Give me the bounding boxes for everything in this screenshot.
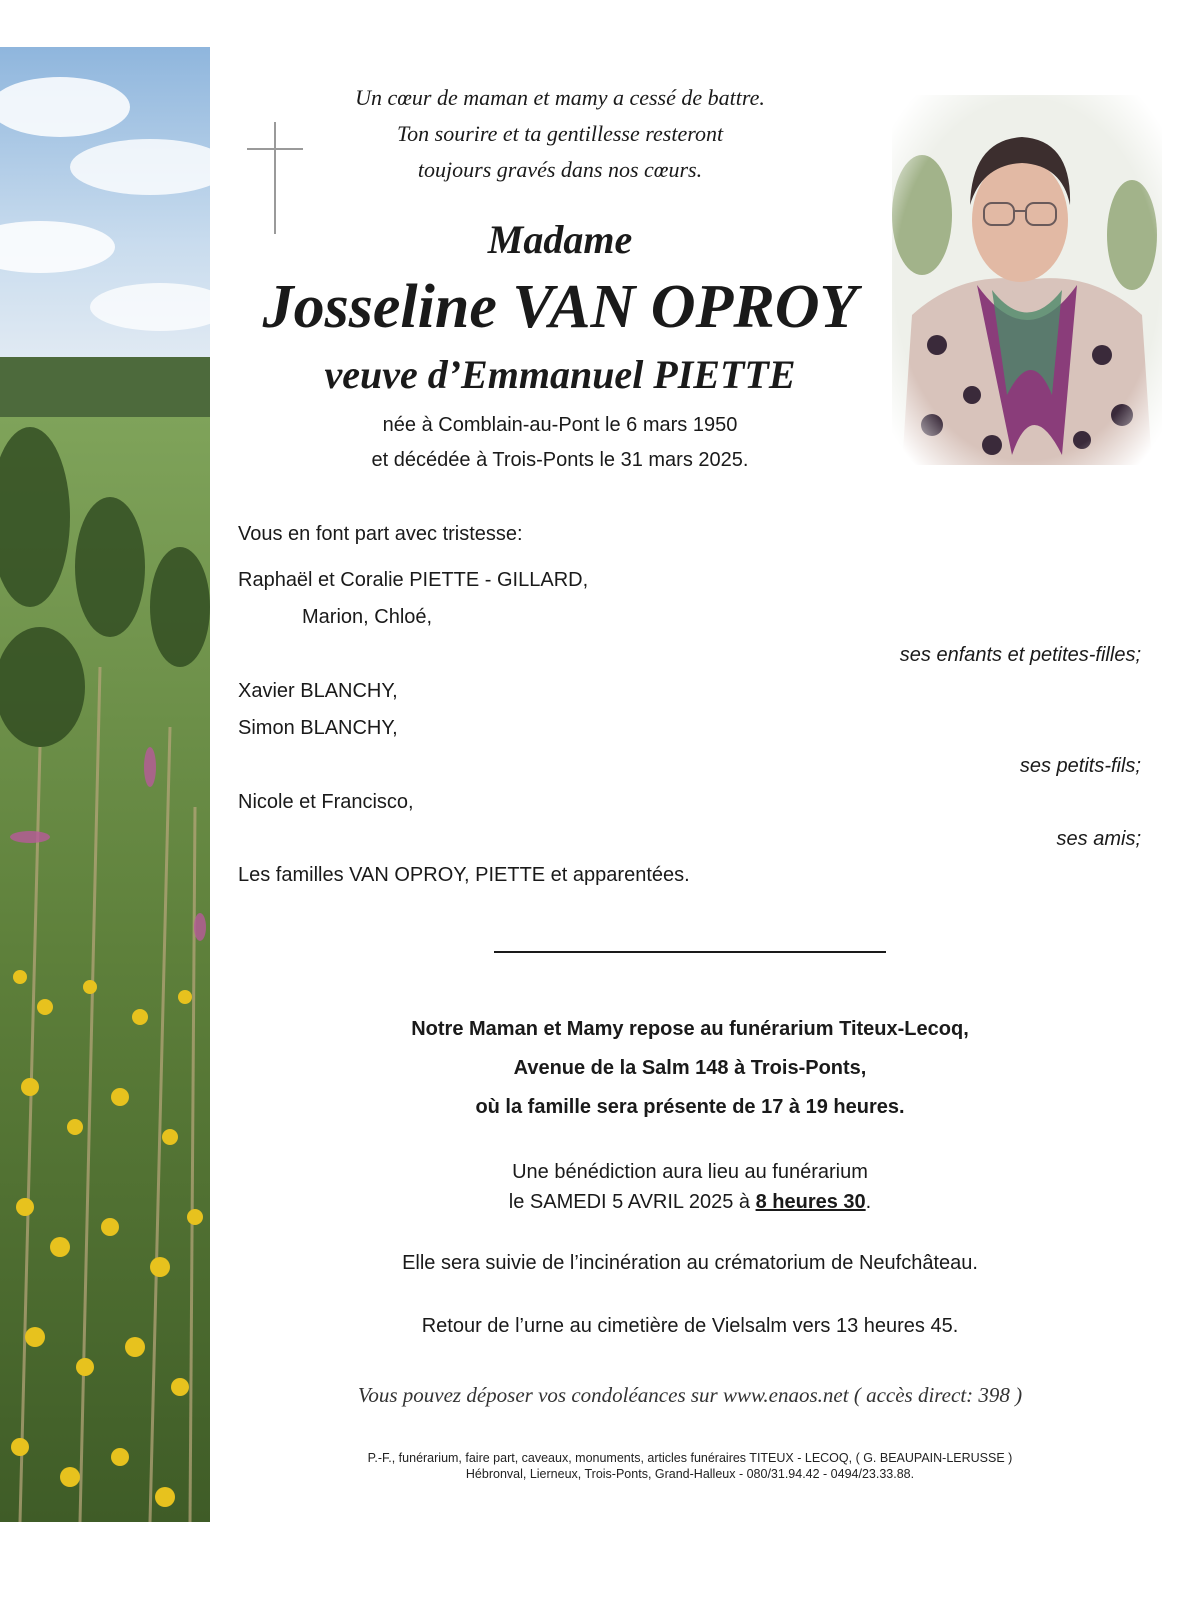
portrait-photo bbox=[892, 95, 1162, 465]
life-dates bbox=[260, 408, 860, 478]
blessing-time: 8 heures 30 bbox=[755, 1191, 866, 1213]
family-intro: Vous en font part avec tristesse: bbox=[238, 523, 523, 545]
family-line: Les familles VAN OPROY, PIETTE et apparentées. bbox=[238, 864, 690, 886]
poem-line: Un cœur de maman et mamy a cessé de battre. bbox=[355, 85, 765, 110]
family-line: Raphaël et Coralie PIETTE - GILLARD, bbox=[238, 569, 589, 591]
family-line: Xavier BLANCHY, bbox=[238, 680, 398, 702]
poem-line: toujours gravés dans nos cœurs. bbox=[417, 157, 703, 182]
death-line: et décédée à Trois-Ponts le 31 mars 2025. bbox=[371, 449, 749, 471]
poem bbox=[300, 80, 820, 188]
family-line: Simon BLANCHY, bbox=[238, 717, 398, 739]
deceased-name: Josseline VAN OPROY bbox=[262, 273, 858, 341]
family-line: Nicole et Francisco, bbox=[238, 791, 414, 813]
divider bbox=[494, 951, 886, 953]
blessing-line bbox=[290, 1187, 1090, 1217]
footer-line: P.-F., funérarium, faire part, caveaux, monuments, articles funéraires TITEUX - LECOQ, ( G. BEAUPAIN-LERUSSE ) bbox=[367, 1451, 1013, 1465]
blessing-line: Une bénédiction aura lieu au funérarium bbox=[512, 1161, 868, 1183]
resting-line: Avenue de la Salm 148 à Trois-Ponts, bbox=[513, 1057, 867, 1079]
poem-line: Ton sourire et ta gentillesse resteront bbox=[396, 121, 724, 146]
footer bbox=[230, 1450, 1150, 1482]
resting-place bbox=[300, 1010, 1080, 1127]
blessing bbox=[290, 1157, 1090, 1217]
urn-line: Retour de l’urne au cimetière de Vielsalm vers 13 heures 45. bbox=[421, 1315, 959, 1337]
family-role: ses enfants et petites-filles; bbox=[899, 644, 1141, 666]
resting-line: où la famille sera présente de 17 à 19 heures. bbox=[475, 1096, 905, 1118]
landscape-image bbox=[0, 47, 210, 1522]
footer-line: Hébronval, Lierneux, Trois-Ponts, Grand-Halleux - 080/31.94.42 - 0494/23.33.88. bbox=[465, 1467, 915, 1481]
birth-line: née à Comblain-au-Pont le 6 mars 1950 bbox=[382, 414, 738, 436]
deceased-title: Madame bbox=[487, 217, 633, 262]
family-role: ses petits-fils; bbox=[1019, 755, 1141, 777]
cremation-line: Elle sera suivie de l’incinération au crématorium de Neufchâteau. bbox=[402, 1252, 978, 1274]
blessing-suffix: . bbox=[865, 1191, 872, 1213]
family-role: ses amis; bbox=[1056, 828, 1141, 850]
resting-line: Notre Maman et Mamy repose au funérarium Titeux-Lecoq, bbox=[411, 1018, 969, 1040]
widow-of: veuve d’Emmanuel PIETTE bbox=[324, 352, 796, 397]
family-line: Marion, Chloé, bbox=[302, 606, 433, 628]
condolences-line: Vous pouvez déposer vos condoléances sur www.enaos.net ( accès direct: 398 ) bbox=[357, 1383, 1023, 1407]
blessing-date: le SAMEDI 5 AVRIL 2025 à bbox=[508, 1191, 756, 1213]
cross-icon bbox=[247, 122, 305, 234]
